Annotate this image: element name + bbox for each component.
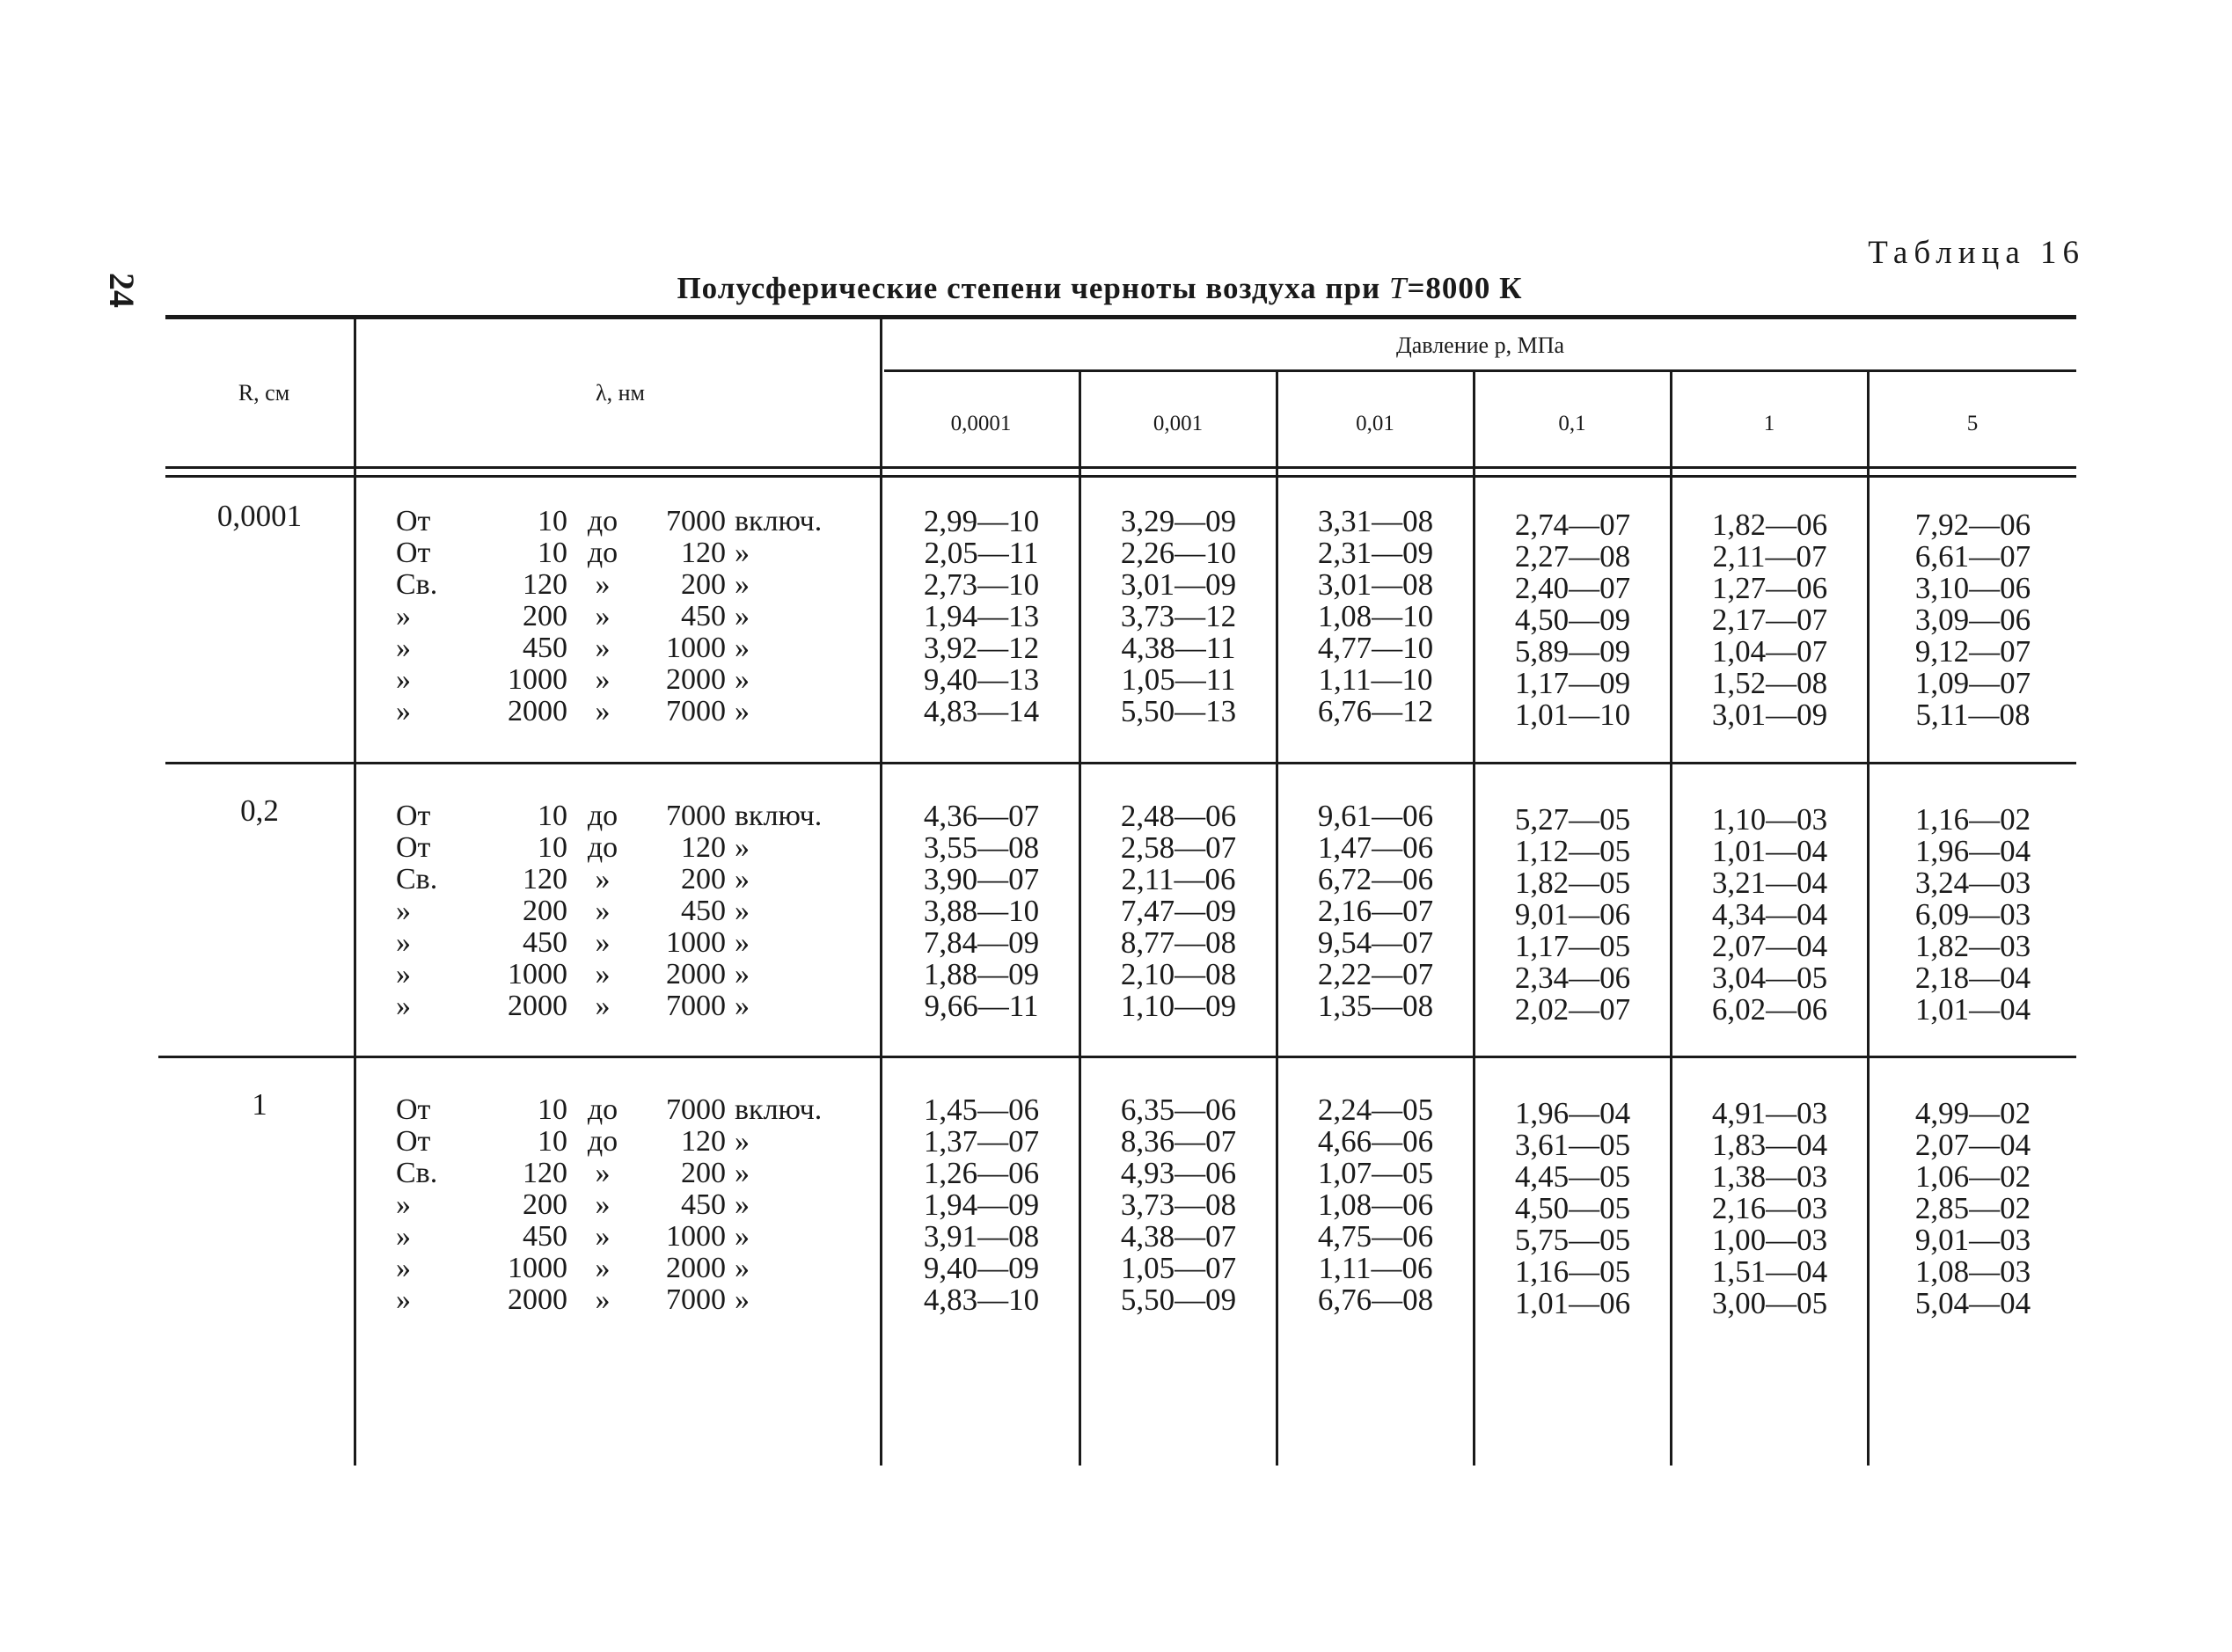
header-rule-1 — [165, 466, 2076, 469]
emissivity-value: 3,21—04 — [1711, 866, 1828, 900]
emissivity-value: 1,83—04 — [1711, 1128, 1828, 1162]
emissivity-value: 4,77—10 — [1317, 631, 1434, 665]
wavelength-ranges — [396, 505, 823, 727]
emissivity-value: 1,37—07 — [923, 1124, 1040, 1159]
emissivity-value: 3,01—09 — [1711, 698, 1828, 732]
emissivity-value: 2,11—07 — [1712, 539, 1827, 574]
emissivity-value: 1,10—03 — [1711, 802, 1828, 837]
emissivity-value: 4,66—06 — [1317, 1124, 1434, 1159]
emissivity-column — [882, 506, 1080, 727]
range-to: 7000 — [666, 1283, 726, 1316]
emissivity-value: 1,01—10 — [1514, 698, 1631, 732]
wavelength-range-row — [396, 1253, 809, 1284]
emissivity-value: 1,26—06 — [923, 1156, 1040, 1190]
range-to: 7000 — [666, 505, 726, 537]
range-prefix: От — [396, 831, 431, 864]
emissivity-value: 2,22—07 — [1317, 957, 1434, 991]
wavelength-range-row — [396, 1284, 809, 1316]
radius-value: 1 — [252, 1087, 267, 1122]
emissivity-value: 1,35—08 — [1317, 989, 1434, 1023]
range-from: 2000 — [508, 1283, 567, 1316]
emissivity-value: 5,75—05 — [1514, 1223, 1631, 1257]
wavelength-range-row — [396, 1189, 809, 1221]
emissivity-value: 6,76—12 — [1317, 694, 1434, 728]
title-variable: T — [1388, 271, 1408, 305]
emissivity-value: 1,82—05 — [1514, 866, 1631, 900]
range-prefix: » — [396, 600, 411, 632]
emissivity-value: 1,82—06 — [1711, 508, 1828, 542]
range-from: 1000 — [508, 958, 567, 990]
range-suffix: включ. — [735, 800, 823, 832]
range-prefix: » — [396, 1188, 411, 1221]
emissivity-value: 1,47—06 — [1317, 830, 1434, 865]
range-suffix: » — [735, 568, 750, 601]
pressure-header: Давление p, МПа — [1395, 333, 1565, 358]
emissivity-value: 1,04—07 — [1711, 634, 1828, 669]
wavelength-range-row — [396, 832, 809, 864]
range-to: 2000 — [666, 663, 726, 696]
pressure-subrule — [884, 369, 2076, 372]
range-prefix: » — [396, 663, 411, 696]
emissivity-column — [1079, 800, 1277, 1022]
range-to: 450 — [681, 1188, 726, 1221]
wavelength-range-row — [396, 1093, 823, 1126]
range-suffix: » — [735, 895, 750, 927]
wavelength-range-row — [396, 664, 809, 696]
top-rule — [165, 315, 2076, 319]
emissivity-value: 1,96—04 — [1514, 1096, 1631, 1130]
emissivity-value: 2,40—07 — [1514, 571, 1631, 605]
pressure-col-header: 0,001 — [1153, 412, 1204, 435]
pressure-col-header: 1 — [1763, 412, 1775, 435]
emissivity-value: 3,01—08 — [1317, 567, 1434, 602]
emissivity-value: 3,00—05 — [1711, 1286, 1828, 1320]
range-suffix: » — [735, 1188, 750, 1221]
range-suffix: » — [735, 1283, 750, 1316]
range-from: 10 — [538, 800, 567, 832]
wavelength-range-row — [396, 1126, 809, 1158]
emissivity-value: 1,11—10 — [1318, 662, 1433, 697]
emissivity-value: 2,27—08 — [1514, 539, 1631, 574]
wavelength-range-row — [396, 569, 809, 601]
emissivity-value: 1,10—09 — [1120, 989, 1237, 1023]
range-prefix: Св. — [396, 1157, 438, 1189]
range-from: 450 — [523, 926, 567, 959]
range-connector: » — [595, 990, 611, 1022]
emissivity-value: 2,11—06 — [1121, 862, 1236, 896]
range-prefix: От — [396, 537, 431, 569]
range-from: 120 — [523, 568, 567, 601]
range-connector: » — [595, 1283, 611, 1316]
range-to: 120 — [681, 537, 726, 569]
emissivity-value: 6,35—06 — [1120, 1093, 1237, 1127]
range-prefix: От — [396, 1125, 431, 1158]
range-prefix: » — [396, 632, 411, 664]
emissivity-column — [1079, 1094, 1277, 1316]
emissivity-value: 1,01—04 — [1914, 992, 2031, 1027]
emissivity-column — [1671, 509, 1869, 731]
emissivity-value: 3,90—07 — [923, 862, 1040, 896]
emissivity-column — [1874, 804, 2072, 1026]
range-connector: до — [587, 505, 618, 537]
emissivity-value: 5,50—09 — [1120, 1283, 1237, 1317]
group-rule-2 — [158, 1056, 2076, 1058]
emissivity-value: 5,89—09 — [1514, 634, 1631, 669]
emissivity-value: 3,31—08 — [1317, 504, 1434, 538]
emissivity-value: 2,16—07 — [1317, 894, 1434, 928]
range-suffix: включ. — [735, 505, 823, 537]
range-suffix: » — [735, 1157, 750, 1189]
emissivity-column — [1671, 804, 1869, 1026]
emissivity-value: 3,55—08 — [923, 830, 1040, 865]
emissivity-value: 3,04—05 — [1711, 961, 1828, 995]
range-suffix: включ. — [735, 1093, 823, 1126]
wavelength-range-row — [396, 696, 809, 727]
emissivity-value: 1,07—05 — [1317, 1156, 1434, 1190]
header-rule-2 — [165, 475, 2076, 478]
table-title — [440, 271, 1760, 306]
range-suffix: » — [735, 1252, 750, 1284]
wavelength-range-row — [396, 927, 809, 959]
emissivity-value: 4,45—05 — [1514, 1159, 1631, 1194]
emissivity-value: 4,75—06 — [1317, 1219, 1434, 1254]
pressure-col-header: 0,0001 — [950, 412, 1012, 435]
range-from: 10 — [538, 1125, 567, 1158]
range-connector: до — [587, 1125, 618, 1158]
pressure-col-header: 0,01 — [1356, 412, 1394, 435]
emissivity-value: 2,85—02 — [1914, 1191, 2031, 1225]
range-suffix: » — [735, 863, 750, 895]
range-from: 10 — [538, 831, 567, 864]
emissivity-value: 2,07—04 — [1711, 929, 1828, 963]
title-text: Полусферические степени черноты воздуха при — [677, 271, 1389, 305]
wavelength-range-row — [396, 601, 809, 632]
range-suffix: » — [735, 831, 750, 864]
emissivity-value: 7,84—09 — [923, 925, 1040, 960]
range-to: 200 — [681, 1157, 726, 1189]
range-connector: » — [595, 632, 611, 664]
emissivity-value: 1,00—03 — [1711, 1223, 1828, 1257]
emissivity-value: 2,48—06 — [1120, 799, 1237, 833]
emissivity-value: 6,09—03 — [1914, 897, 2031, 932]
emissivity-value: 3,92—12 — [923, 631, 1040, 665]
range-from: 10 — [538, 505, 567, 537]
emissivity-value: 2,07—04 — [1914, 1128, 2031, 1162]
range-prefix: От — [396, 800, 431, 832]
lambda-header: λ, нм — [596, 380, 645, 406]
emissivity-value: 2,02—07 — [1514, 992, 1631, 1027]
emissivity-value: 2,58—07 — [1120, 830, 1237, 865]
emissivity-value: 4,93—06 — [1120, 1156, 1237, 1190]
emissivity-value: 1,88—09 — [923, 957, 1040, 991]
wavelength-range-row — [396, 505, 823, 537]
range-to: 450 — [681, 600, 726, 632]
emissivity-value: 3,88—10 — [923, 894, 1040, 928]
wavelength-range-row — [396, 864, 809, 895]
emissivity-value: 6,02—06 — [1711, 992, 1828, 1027]
range-from: 200 — [523, 600, 567, 632]
emissivity-value: 1,94—09 — [923, 1188, 1040, 1222]
emissivity-value: 2,17—07 — [1711, 603, 1828, 637]
range-prefix: Св. — [396, 863, 438, 895]
range-to: 2000 — [666, 1252, 726, 1284]
emissivity-value: 1,01—06 — [1514, 1286, 1631, 1320]
page-number: 24 — [102, 273, 142, 308]
range-from: 10 — [538, 537, 567, 569]
range-to: 200 — [681, 863, 726, 895]
emissivity-value: 1,82—03 — [1914, 929, 2031, 963]
emissivity-value: 2,16—03 — [1711, 1191, 1828, 1225]
emissivity-value: 2,73—10 — [923, 567, 1040, 602]
range-prefix: От — [396, 505, 431, 537]
emissivity-value: 9,40—09 — [923, 1251, 1040, 1285]
range-prefix: » — [396, 1283, 411, 1316]
emissivity-value: 4,38—07 — [1120, 1219, 1237, 1254]
range-from: 2000 — [508, 990, 567, 1022]
emissivity-value: 4,83—14 — [923, 694, 1040, 728]
emissivity-value: 9,66—11 — [924, 989, 1039, 1023]
emissivity-value: 1,01—04 — [1711, 834, 1828, 868]
range-connector: » — [595, 600, 611, 632]
emissivity-value: 1,08—10 — [1317, 599, 1434, 633]
range-connector: до — [587, 800, 618, 832]
emissivity-value: 1,27—06 — [1711, 571, 1828, 605]
emissivity-value: 1,11—06 — [1318, 1251, 1433, 1285]
emissivity-column — [1474, 1098, 1672, 1319]
emissivity-value: 1,17—09 — [1514, 666, 1631, 700]
emissivity-value: 4,34—04 — [1711, 897, 1828, 932]
range-suffix: » — [735, 537, 750, 569]
emissivity-value: 3,10—06 — [1914, 571, 2031, 605]
range-connector: » — [595, 926, 611, 959]
emissivity-value: 1,08—06 — [1317, 1188, 1434, 1222]
emissivity-column — [1277, 1094, 1475, 1316]
emissivity-value: 1,52—08 — [1711, 666, 1828, 700]
emissivity-value: 6,76—08 — [1317, 1283, 1434, 1317]
emissivity-value: 2,34—06 — [1514, 961, 1631, 995]
range-prefix: » — [396, 695, 411, 727]
range-prefix: » — [396, 926, 411, 959]
range-to: 2000 — [666, 958, 726, 990]
emissivity-column — [1874, 509, 2072, 731]
range-connector: до — [587, 1093, 618, 1126]
radius-value: 0,2 — [240, 793, 279, 828]
emissivity-value: 2,74—07 — [1514, 508, 1631, 542]
emissivity-value: 9,01—06 — [1514, 897, 1631, 932]
range-from: 120 — [523, 1157, 567, 1189]
emissivity-value: 9,54—07 — [1317, 925, 1434, 960]
range-from: 200 — [523, 1188, 567, 1221]
radius-value: 0,0001 — [216, 499, 303, 533]
range-to: 1000 — [666, 926, 726, 959]
emissivity-value: 5,04—04 — [1914, 1286, 2031, 1320]
emissivity-value: 3,24—03 — [1914, 866, 2031, 900]
emissivity-value: 9,61—06 — [1317, 799, 1434, 833]
range-from: 2000 — [508, 695, 567, 727]
wavelength-range-row — [396, 959, 809, 990]
range-connector: » — [595, 1252, 611, 1284]
range-connector: » — [595, 958, 611, 990]
emissivity-value: 2,18—04 — [1914, 961, 2031, 995]
range-connector: » — [595, 1188, 611, 1221]
range-prefix: » — [396, 1252, 411, 1284]
emissivity-column — [1474, 509, 1672, 731]
range-from: 10 — [538, 1093, 567, 1126]
emissivity-value: 5,27—05 — [1514, 802, 1631, 837]
emissivity-value: 8,36—07 — [1120, 1124, 1237, 1159]
emissivity-value: 1,51—04 — [1711, 1254, 1828, 1289]
pressure-col-header: 0,1 — [1558, 412, 1586, 435]
range-to: 7000 — [666, 800, 726, 832]
emissivity-column — [882, 1094, 1080, 1316]
range-to: 7000 — [666, 1093, 726, 1126]
emissivity-value: 1,16—05 — [1514, 1254, 1631, 1289]
range-prefix: Св. — [396, 568, 438, 601]
emissivity-value: 1,08—03 — [1914, 1254, 2031, 1289]
emissivity-value: 1,38—03 — [1711, 1159, 1828, 1194]
range-from: 120 — [523, 863, 567, 895]
emissivity-value: 1,05—11 — [1121, 662, 1236, 697]
range-suffix: » — [735, 926, 750, 959]
range-suffix: » — [735, 958, 750, 990]
emissivity-column — [1874, 1098, 2072, 1319]
range-to: 120 — [681, 831, 726, 864]
emissivity-value: 4,38—11 — [1121, 631, 1236, 665]
emissivity-value: 1,94—13 — [923, 599, 1040, 633]
range-to: 7000 — [666, 990, 726, 1022]
emissivity-value: 1,45—06 — [923, 1093, 1040, 1127]
range-from: 1000 — [508, 663, 567, 696]
emissivity-value: 5,11—08 — [1915, 698, 2031, 732]
emissivity-column — [1277, 506, 1475, 727]
wavelength-range-row — [396, 800, 823, 832]
range-to: 120 — [681, 1125, 726, 1158]
range-connector: » — [595, 1220, 611, 1253]
range-prefix: От — [396, 1093, 431, 1126]
wavelength-range-row — [396, 1221, 809, 1253]
pressure-col-header: 5 — [1966, 412, 1979, 435]
range-suffix: » — [735, 1220, 750, 1253]
emissivity-value: 1,05—07 — [1120, 1251, 1237, 1285]
range-connector: до — [587, 831, 618, 864]
emissivity-value: 6,72—06 — [1317, 862, 1434, 896]
emissivity-value: 9,01—03 — [1914, 1223, 2031, 1257]
emissivity-value: 1,09—07 — [1914, 666, 2031, 700]
wavelength-ranges — [396, 800, 823, 1022]
emissivity-value: 1,06—02 — [1914, 1159, 2031, 1194]
emissivity-value: 5,50—13 — [1120, 694, 1237, 728]
wavelength-range-row — [396, 1158, 809, 1189]
wavelength-ranges — [396, 1093, 823, 1316]
range-from: 200 — [523, 895, 567, 927]
emissivity-value: 7,47—09 — [1120, 894, 1237, 928]
range-connector: » — [595, 568, 611, 601]
range-connector: » — [595, 663, 611, 696]
range-connector: » — [595, 695, 611, 727]
emissivity-value: 4,91—03 — [1711, 1096, 1828, 1130]
range-suffix: » — [735, 600, 750, 632]
emissivity-value: 1,16—02 — [1914, 802, 2031, 837]
range-suffix: » — [735, 695, 750, 727]
r-header: R, см — [238, 380, 290, 406]
range-connector: » — [595, 1157, 611, 1189]
emissivity-column — [882, 800, 1080, 1022]
title-tail: =8000 К — [1407, 271, 1523, 305]
range-to: 200 — [681, 568, 726, 601]
emissivity-value: 4,83—10 — [923, 1283, 1040, 1317]
emissivity-value: 2,10—08 — [1120, 957, 1237, 991]
emissivity-value: 7,92—06 — [1914, 508, 2031, 542]
wavelength-range-row — [396, 632, 809, 664]
emissivity-value: 2,31—09 — [1317, 536, 1434, 570]
range-connector: » — [595, 863, 611, 895]
range-to: 1000 — [666, 1220, 726, 1253]
emissivity-value: 4,50—05 — [1514, 1191, 1631, 1225]
range-suffix: » — [735, 632, 750, 664]
emissivity-column — [1474, 804, 1672, 1026]
range-prefix: » — [396, 990, 411, 1022]
range-from: 450 — [523, 632, 567, 664]
emissivity-value: 3,91—08 — [923, 1219, 1040, 1254]
range-from: 1000 — [508, 1252, 567, 1284]
range-prefix: » — [396, 958, 411, 990]
emissivity-value: 3,73—12 — [1120, 599, 1237, 633]
r-column-divider — [354, 319, 356, 1466]
emissivity-value: 1,96—04 — [1914, 834, 2031, 868]
emissivity-column — [1671, 1098, 1869, 1319]
range-connector: до — [587, 537, 618, 569]
emissivity-value: 3,29—09 — [1120, 504, 1237, 538]
emissivity-value: 2,99—10 — [923, 504, 1040, 538]
emissivity-value: 4,99—02 — [1914, 1096, 2031, 1130]
emissivity-value: 1,17—05 — [1514, 929, 1631, 963]
emissivity-value: 2,24—05 — [1317, 1093, 1434, 1127]
emissivity-value: 3,73—08 — [1120, 1188, 1237, 1222]
wavelength-range-row — [396, 537, 809, 569]
table-label: Таблица 16 — [1868, 235, 2085, 271]
emissivity-value: 8,77—08 — [1120, 925, 1237, 960]
emissivity-value: 3,61—05 — [1514, 1128, 1631, 1162]
emissivity-value: 9,12—07 — [1914, 634, 2031, 669]
emissivity-value: 2,05—11 — [924, 536, 1039, 570]
range-to: 450 — [681, 895, 726, 927]
range-suffix: » — [735, 1125, 750, 1158]
range-prefix: » — [396, 1220, 411, 1253]
range-suffix: » — [735, 990, 750, 1022]
wavelength-range-row — [396, 895, 809, 927]
range-suffix: » — [735, 663, 750, 696]
emissivity-value: 2,26—10 — [1120, 536, 1237, 570]
range-to: 1000 — [666, 632, 726, 664]
emissivity-value: 4,50—09 — [1514, 603, 1631, 637]
emissivity-value: 3,01—09 — [1120, 567, 1237, 602]
wavelength-range-row — [396, 990, 809, 1022]
emissivity-value: 1,12—05 — [1514, 834, 1631, 868]
range-connector: » — [595, 895, 611, 927]
emissivity-value: 3,09—06 — [1914, 603, 2031, 637]
emissivity-column — [1277, 800, 1475, 1022]
emissivity-value: 6,61—07 — [1914, 539, 2031, 574]
emissivity-value: 4,36—07 — [923, 799, 1040, 833]
range-from: 450 — [523, 1220, 567, 1253]
emissivity-value: 9,40—13 — [923, 662, 1040, 697]
emissivity-column — [1079, 506, 1277, 727]
group-rule-1 — [165, 762, 2076, 764]
range-prefix: » — [396, 895, 411, 927]
range-to: 7000 — [666, 695, 726, 727]
